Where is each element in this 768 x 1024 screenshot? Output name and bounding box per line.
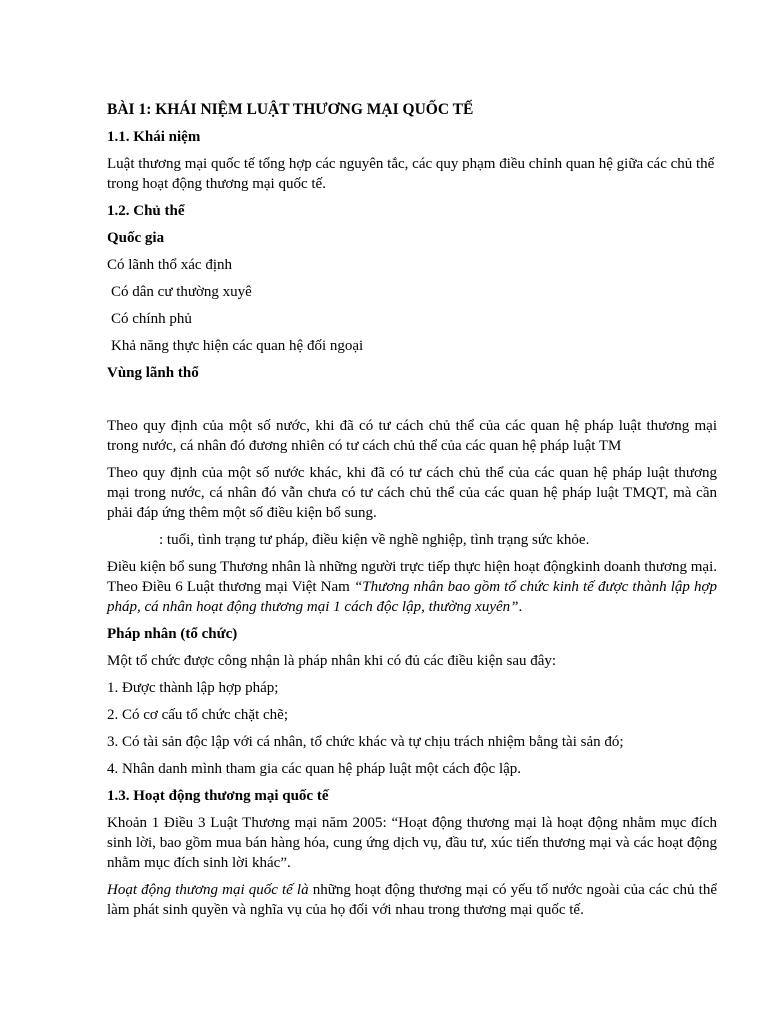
phap-nhan-heading: Pháp nhân (tổ chức) (107, 626, 238, 642)
section-1-1-heading: 1.1. Khái niệm (107, 129, 201, 145)
phap-nhan-item: 4. Nhân danh mình tham gia các quan hệ pháp luật một cách độc lập. (107, 761, 522, 777)
quoc-gia-heading: Quốc gia (107, 230, 165, 246)
section-1-3-heading: 1.3. Hoạt động thương mại quốc tế (107, 788, 329, 804)
paragraph: Theo quy định của một số nước khác, khi đã có tư cách chủ thể của các quan hệ pháp luật thương mại trong nước, cá nhân đó vẫn chưa có tư cách chủ thể của các quan hệ pháp luật TMQT, mà cần phải đáp ứng thêm một số điều kiện bổ sung. (107, 465, 717, 521)
quote-text: “Thương nhân bao gồm tổ chức kinh tế được thành lập hợp pháp, cá nhân hoạt động thương mại 1 cách độc lập, thường xuyên” (107, 579, 718, 615)
paragraph-thuong-nhan (107, 557, 717, 617)
quoc-gia-item: Khả năng thực hiện các quan hệ đối ngoại (111, 338, 364, 354)
quoc-gia-item: Có lãnh thổ xác định (107, 257, 232, 273)
quoc-gia-item: Có chính phủ (111, 311, 192, 327)
paragraph (107, 880, 717, 920)
phap-nhan-item: 3. Có tài sản độc lập với cá nhân, tổ chức khác và tự chịu trách nhiệm bằng tài sản đó; (107, 734, 624, 750)
phap-nhan-item: 1. Được thành lập hợp pháp; (107, 680, 279, 696)
paragraph-text: những hoạt động thương mại có yếu tố nước ngoài của các chủ thể làm phát sinh quyền và nghĩa vụ của họ đối với nhau trong thương mại quốc tế. (107, 882, 717, 918)
paragraph: Khoản 1 Điều 3 Luật Thương mại năm 2005: “Hoạt động thương mại là hoạt động nhằm mục đích sinh lời, bao gồm mua bán hàng hóa, cung ứng dịch vụ, đầu tư, xúc tiến thương mại và các hoạt động nhằm mục đích sinh lời khác”. (107, 815, 717, 871)
paragraph-text: Điều kiện bổ sung Thương nhân là những người trực tiếp thực hiện hoạt độngkinh doanh thương mại. Theo Điều 6 Luật thương mại Việt Nam (107, 559, 717, 595)
phap-nhan-intro: Một tổ chức được công nhận là pháp nhân khi có đủ các điều kiện sau đây: (107, 653, 557, 669)
paragraph: : tuổi, tình trạng tư pháp, điều kiện về nghề nghiệp, tình trạng sức khỏe. (159, 532, 590, 548)
lesson-title: BÀI 1: KHÁI NIỆM LUẬT THƯƠNG MẠI QUỐC TẾ (107, 101, 474, 118)
document-body (107, 100, 717, 927)
section-1-1-text: Luật thương mại quốc tế tổng hợp các nguyên tắc, các quy phạm điều chỉnh quan hệ giữa các chủ thể trong hoạt động thương mại quốc tế. (107, 156, 715, 192)
term-text: Hoạt động thương mại quốc tế là (107, 882, 309, 898)
quoc-gia-item: Có dân cư thường xuyê (111, 284, 252, 300)
vung-lanh-tho-heading: Vùng lãnh thổ (107, 365, 199, 381)
blank-line (107, 390, 717, 416)
phap-nhan-item: 2. Có cơ cấu tổ chức chặt chẽ; (107, 707, 288, 723)
paragraph-text: . (518, 599, 523, 615)
section-1-2-heading: 1.2. Chủ thể (107, 203, 185, 219)
paragraph: Theo quy định của một số nước, khi đã có tư cách chủ thể của các quan hệ pháp luật thương mại trong nước, cá nhân đó đương nhiên có tư cách chủ thể của các quan hệ pháp luật TM (107, 418, 717, 454)
